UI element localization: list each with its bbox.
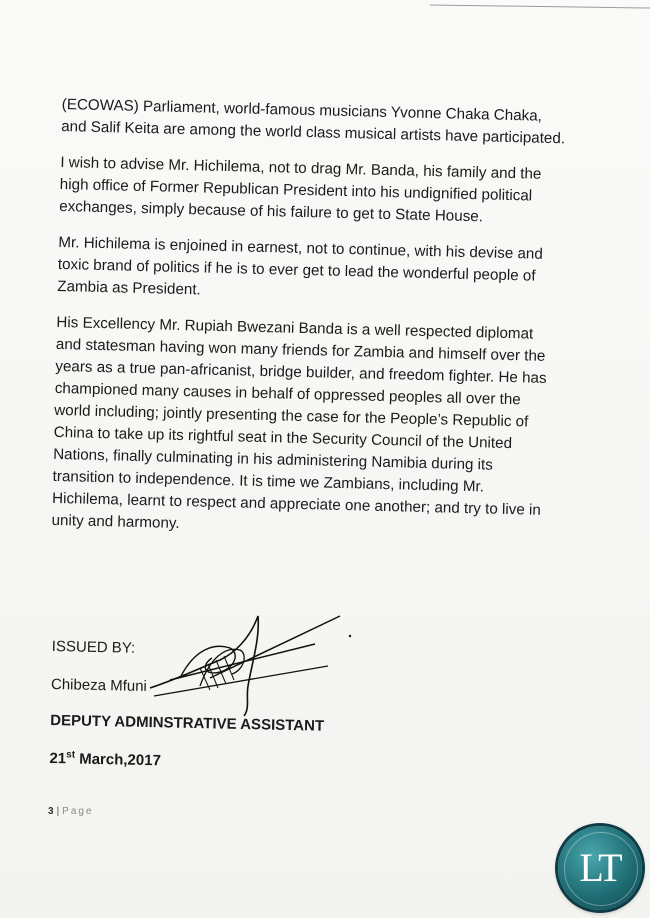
handwritten-signature bbox=[140, 608, 360, 718]
page-number: 3 bbox=[48, 806, 54, 817]
paragraph-2: I wish to advise Mr. Hichilema, not to drag Mr. Banda, his family and the high office of Former Republican President into his undignified political exchanges, simply because of his failure to get to State House. bbox=[59, 153, 542, 226]
footer-separator: | bbox=[56, 806, 60, 817]
date-day: 21 bbox=[49, 749, 67, 768]
signatory-name: Chibeza Mfuni bbox=[50, 675, 148, 695]
issue-date bbox=[49, 744, 161, 772]
page-edge-line bbox=[430, 0, 650, 9]
logo-text: LT bbox=[579, 845, 621, 890]
paragraph-4: His Excellency Mr. Rupiah Bwezani Banda is a well respected diplomat and statesman having won many friends for Zambia and himself over the years as a true pan-africanist, bridge builder, and freedom fighter. He has championed many causes in behalf of oppressed peoples all over the world including; jointly presenting the case for the People’s Republic of China to take up its rightful seat in the Security Council of the United Nations, finally culminating in his administering Namibia during its transition to independence. It is time we Zambians, including Mr. Hichilema, learnt to respect and appreciate one another; and try to live in unity and harmony. bbox=[51, 313, 547, 532]
signatory-title: DEPUTY ADMINSTRATIVE ASSISTANT bbox=[50, 711, 325, 735]
letter-body bbox=[51, 94, 567, 558]
paragraph-1: (ECOWAS) Parliament, world-famous musicians Yvonne Chaka Chaka, and Salif Keita are among the world class musical artists have participated. bbox=[60, 95, 566, 148]
page-footer bbox=[48, 806, 94, 817]
date-rest: March,2017 bbox=[74, 750, 162, 770]
page-label: Page bbox=[62, 806, 94, 817]
lt-logo bbox=[558, 826, 642, 910]
paragraph-3: Mr. Hichilema is enjoined in earnest, not to continue, with his devise and toxic brand of politics if he is to ever get to lead the wonderful people of Zambia as President. bbox=[57, 233, 544, 299]
issued-by-label: ISSUED BY: bbox=[51, 637, 136, 657]
date-suffix: st bbox=[66, 749, 76, 761]
